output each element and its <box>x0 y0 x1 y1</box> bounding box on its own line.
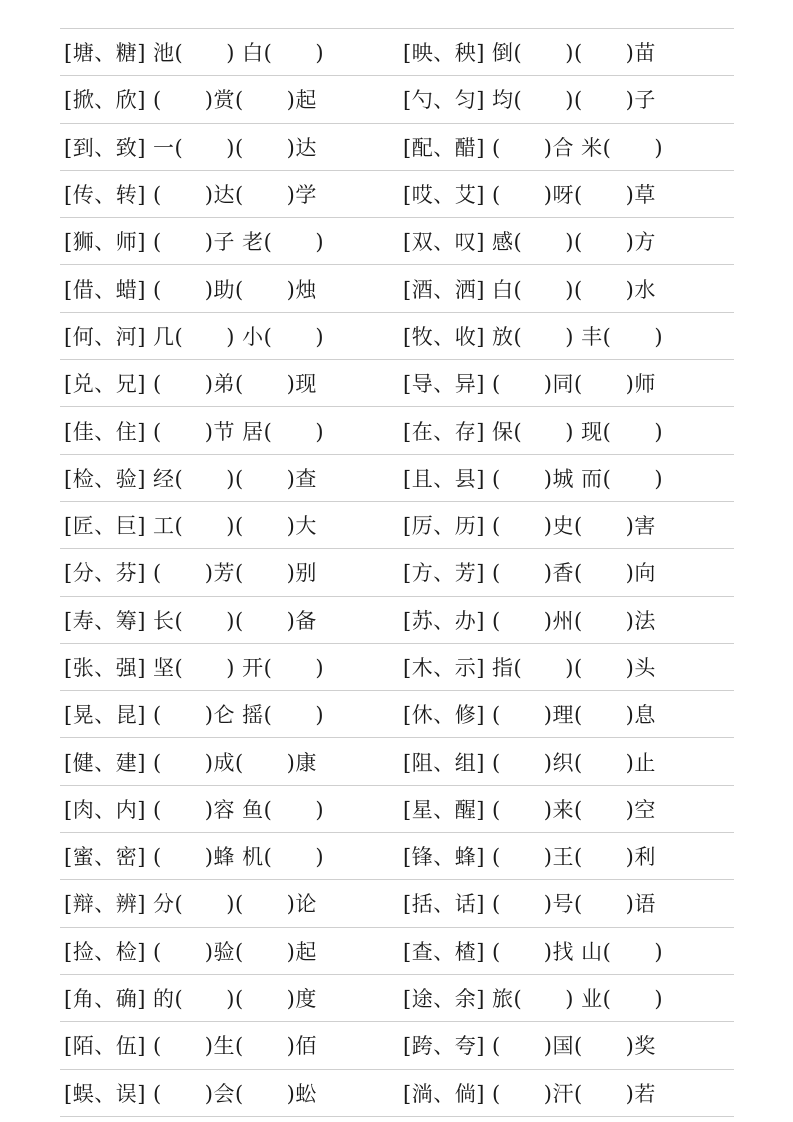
exercise-item: [健、建] ( )成( )康 <box>64 750 317 775</box>
exercise-item: [厉、历] ( )史( )害 <box>403 514 656 539</box>
worksheet-row <box>60 501 734 548</box>
exercise-item: [配、醋] ( )合 米( ) <box>403 135 664 160</box>
worksheet-row <box>60 737 734 784</box>
worksheet-row <box>60 1021 734 1068</box>
exercise-item: [途、余] 旅( ) 业( ) <box>403 987 664 1012</box>
exercise-item: [晃、昆] ( )仑 摇( ) <box>64 703 325 728</box>
worksheet-row <box>60 264 734 311</box>
exercise-item: [何、河] 几( ) 小( ) <box>64 324 325 349</box>
exercise-item: [蜜、密] ( )蜂 机( ) <box>64 845 325 870</box>
exercise-item: [锋、蜂] ( )王( )利 <box>403 845 656 870</box>
exercise-item: [木、示] 指( )( )头 <box>403 656 656 680</box>
worksheet-row <box>60 217 734 264</box>
worksheet-row <box>60 454 734 501</box>
worksheet-row <box>60 974 734 1021</box>
exercise-item: [狮、师] ( )子 老( ) <box>64 230 325 255</box>
exercise-item: [借、蜡] ( )助( )烛 <box>64 277 317 302</box>
exercise-item: [张、强] 坚( ) 开( ) <box>64 656 325 680</box>
exercise-item: [勺、匀] 均( )( )子 <box>403 88 656 113</box>
exercise-item: [方、芳] ( )香( )向 <box>403 561 656 586</box>
worksheet-row <box>60 548 734 595</box>
exercise-item: [查、楂] ( )找 山( ) <box>403 939 664 964</box>
exercise-item: [掀、欣] ( )赏( )起 <box>64 88 317 113</box>
exercise-item: [导、异] ( )同( )师 <box>403 372 656 397</box>
exercise-item: [佳、住] ( )节 居( ) <box>64 419 325 444</box>
worksheet-row <box>60 785 734 832</box>
exercise-item: [休、修] ( )理( )息 <box>403 703 656 728</box>
exercise-item: [匠、巨] 工( )( )大 <box>64 514 317 539</box>
worksheet-row <box>60 927 734 974</box>
worksheet-row <box>60 643 734 690</box>
exercise-item: [兑、兄] ( )弟( )现 <box>64 372 317 397</box>
worksheet <box>60 28 734 1117</box>
exercise-item: [淌、倘] ( )汗( )若 <box>403 1081 656 1106</box>
exercise-item: [检、验] 经( )( )查 <box>64 466 317 491</box>
exercise-item: [角、确] 的( )( )度 <box>64 987 317 1012</box>
exercise-item: [塘、糖] 池( ) 白( ) <box>64 41 325 66</box>
worksheet-row <box>60 690 734 737</box>
worksheet-row <box>60 596 734 643</box>
exercise-item: [分、芬] ( )芳( )别 <box>64 561 317 586</box>
exercise-item: [辩、辨] 分( )( )论 <box>64 892 317 917</box>
worksheet-row <box>60 879 734 926</box>
exercise-item: [寿、筹] 长( )( )备 <box>64 608 317 633</box>
exercise-item: [牧、收] 放( ) 丰( ) <box>403 324 664 349</box>
exercise-item: [星、醒] ( )来( )空 <box>403 797 656 822</box>
worksheet-row <box>60 1069 734 1117</box>
exercise-item: [蜈、误] ( )会( )蚣 <box>64 1081 317 1106</box>
exercise-item: [且、县] ( )城 而( ) <box>403 466 664 491</box>
exercise-item: [苏、办] ( )州( )法 <box>403 608 656 633</box>
exercise-item: [双、叹] 感( )( )方 <box>403 230 656 255</box>
worksheet-row <box>60 359 734 406</box>
worksheet-row <box>60 312 734 359</box>
exercise-item: [肉、内] ( )容 鱼( ) <box>64 797 325 822</box>
worksheet-row <box>60 406 734 453</box>
worksheet-row <box>60 28 734 75</box>
exercise-item: [捡、检] ( )验( )起 <box>64 939 317 964</box>
exercise-item: [酒、洒] 白( )( )水 <box>403 277 656 302</box>
exercise-item: [传、转] ( )达( )学 <box>64 183 317 208</box>
exercise-item: [到、致] 一( )( )达 <box>64 135 317 160</box>
exercise-item: [阻、组] ( )织( )止 <box>403 750 656 775</box>
worksheet-row <box>60 75 734 122</box>
exercise-item: [映、秧] 倒( )( )苗 <box>403 41 656 66</box>
worksheet-row <box>60 832 734 879</box>
exercise-item: [括、话] ( )号( )语 <box>403 892 656 917</box>
worksheet-row <box>60 170 734 217</box>
worksheet-row <box>60 123 734 170</box>
exercise-item: [跨、夸] ( )国( )奖 <box>403 1034 656 1059</box>
exercise-item: [陌、伍] ( )生( )佰 <box>64 1034 317 1059</box>
exercise-item: [哎、艾] ( )呀( )草 <box>403 183 656 208</box>
exercise-item: [在、存] 保( ) 现( ) <box>403 419 664 444</box>
